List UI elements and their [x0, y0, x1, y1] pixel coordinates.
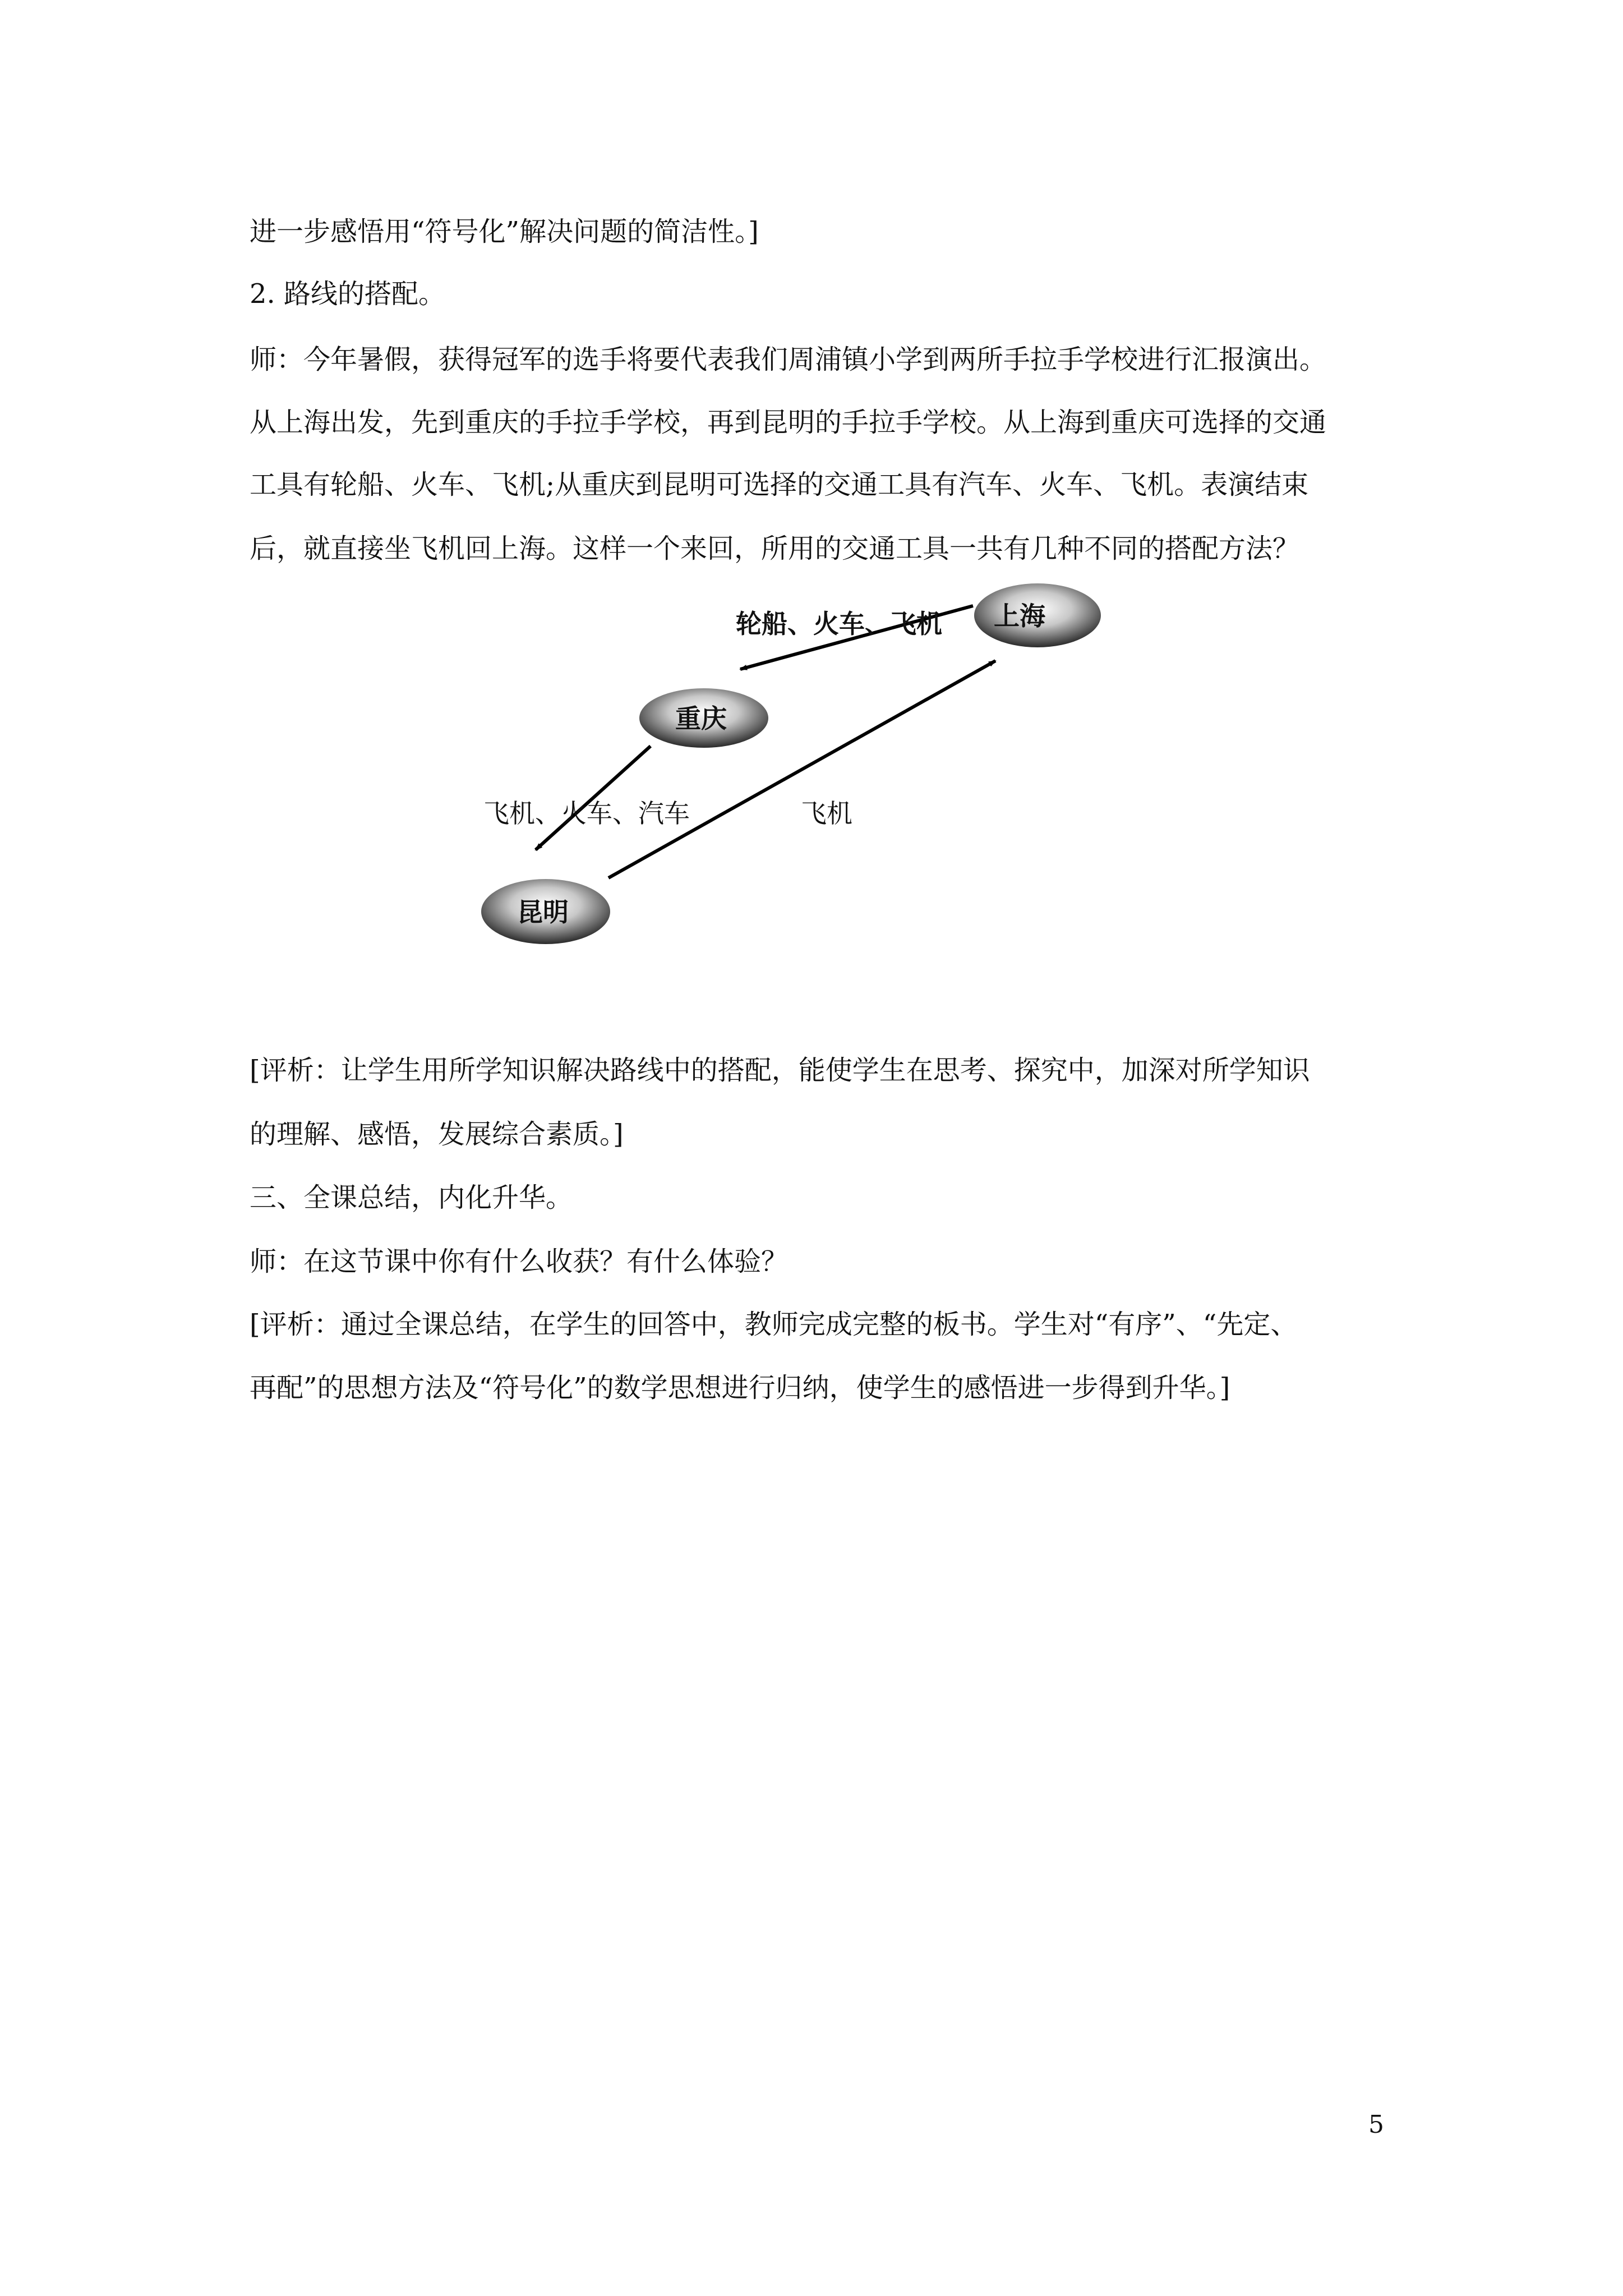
edge-label-chongqing-to-kunming: 飞机、火车、汽车: [483, 798, 690, 829]
node-kunming: [481, 879, 610, 944]
edge-arrow-kunming-to-shanghai: [608, 661, 995, 878]
commentary-line-2: 的理解、感悟，发展综合素质。]: [250, 1119, 624, 1150]
node-chongqing-label: 重庆: [675, 703, 727, 734]
paragraph-conclusion-tail: 进一步感悟用“符号化”解决问题的简洁性。]: [250, 216, 759, 247]
section-heading-summary: 三、全课总结，内化升华。: [250, 1182, 573, 1213]
edge-label-shanghai-to-chongqing: 轮船、火车、飞机: [736, 609, 942, 639]
page-number: 5: [1368, 2110, 1384, 2139]
route-diagram: [0, 0, 1623, 1010]
teacher-question-line-3: 工具有轮船、火车、飞机;从重庆到昆明可选择的交通工具有汽车、火车、飞机。表演结束: [250, 469, 1309, 500]
summary-commentary-line-2: 再配”的思想方法及“符号化”的数学思想进行归纳，使学生的感悟进一步得到升华。]: [250, 1372, 1230, 1404]
node-chongqing: [639, 688, 768, 748]
teacher-summary-question: 师：在这节课中你有什么收获？有什么体验？: [250, 1246, 789, 1277]
node-shanghai: [974, 583, 1101, 647]
node-kunming-label: 昆明: [517, 897, 569, 927]
teacher-question-line-2: 从上海出发，先到重庆的手拉手学校，再到昆明的手拉手学校。从上海到重庆可选择的交通: [250, 407, 1327, 438]
section-heading-route-matching: 2. 路线的搭配。: [250, 278, 446, 310]
teacher-question-line-4: 后，就直接坐飞机回上海。这样一个来回，所用的交通工具一共有几种不同的搭配方法？: [250, 533, 1300, 564]
summary-commentary-line-1: [评析：通过全课总结，在学生的回答中，教师完成完整的板书。学生对“有序”、“先定、: [250, 1309, 1298, 1340]
edge-label-kunming-to-shanghai: 飞机: [801, 798, 852, 829]
commentary-line-1: [评析：让学生用所学知识解决路线中的搭配，能使学生在思考、探究中，加深对所学知识: [250, 1055, 1310, 1086]
teacher-question-line-1: 师：今年暑假，获得冠军的选手将要代表我们周浦镇小学到两所手拉手学校进行汇报演出。: [250, 344, 1327, 375]
node-shanghai-label: 上海: [994, 601, 1045, 631]
